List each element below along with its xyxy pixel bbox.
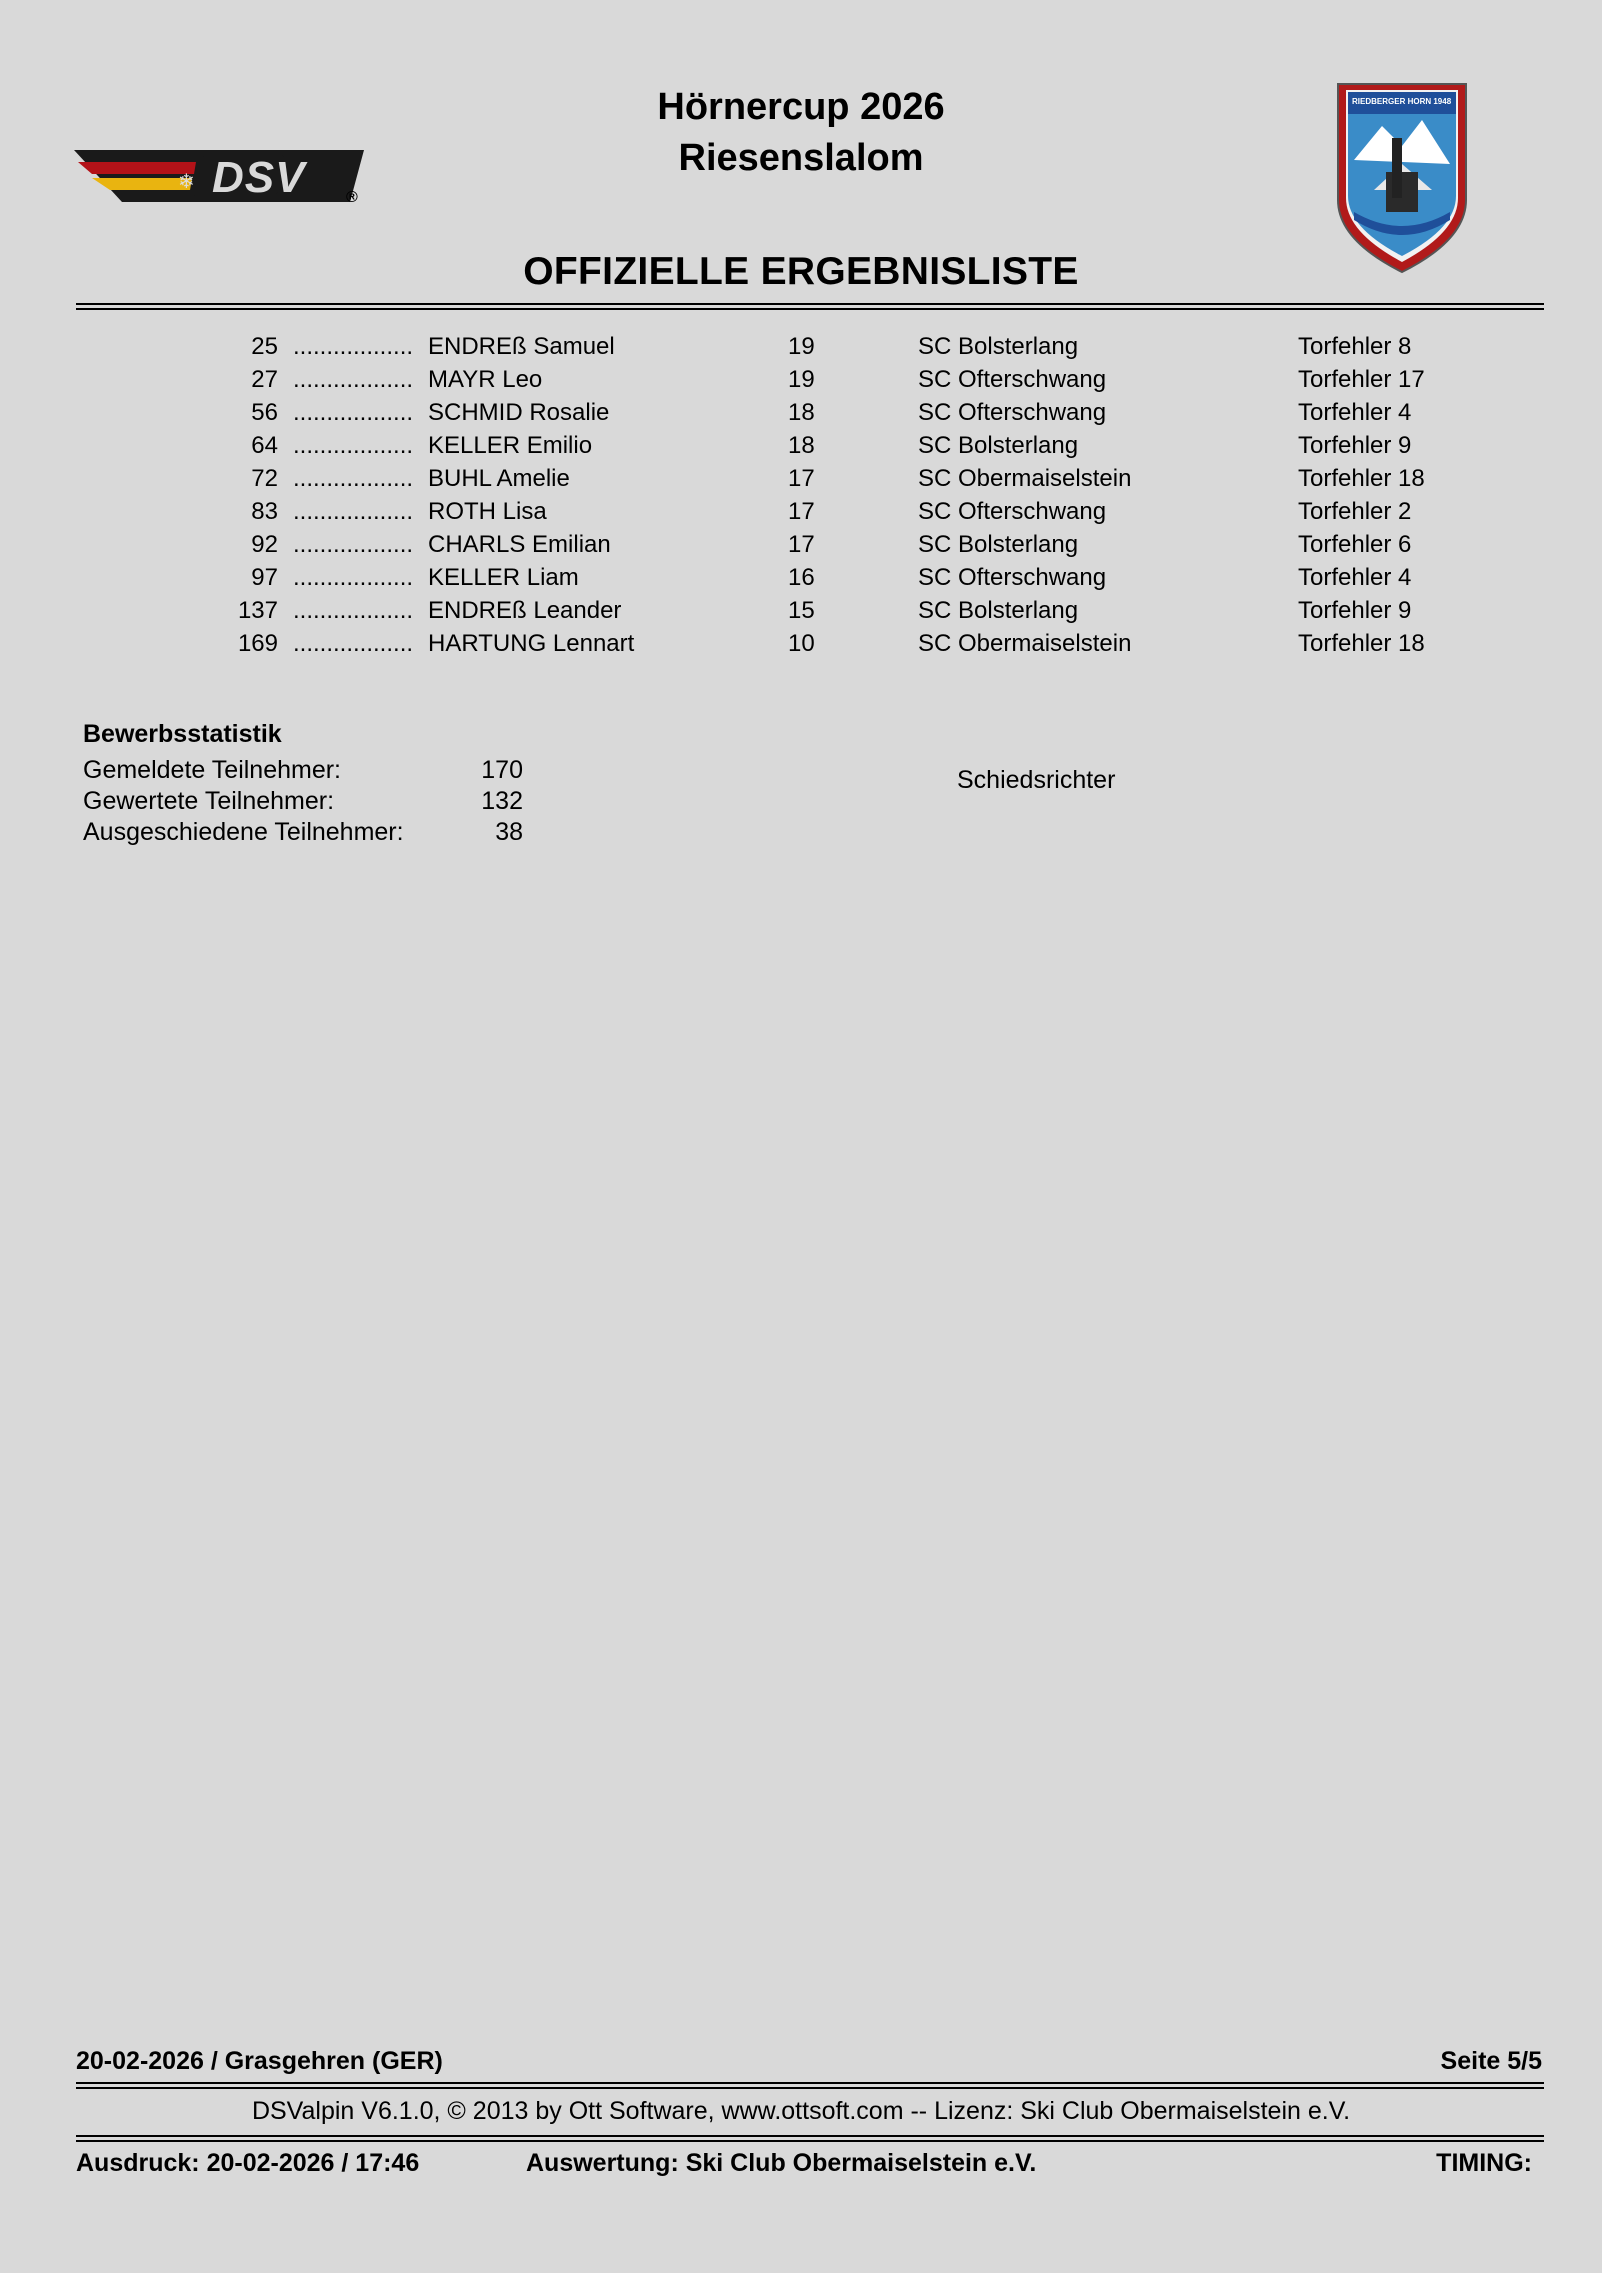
result-row — [0, 597, 1602, 630]
leader-dots: .................. — [293, 432, 414, 459]
stat-value: 132 — [481, 787, 523, 815]
leader-dots: .................. — [293, 399, 414, 426]
status: Torfehler 4 — [1298, 564, 1412, 591]
athlete-name: ROTH Lisa — [428, 498, 547, 525]
result-row — [0, 498, 1602, 531]
bib-number: 83 — [251, 498, 278, 525]
stat-label: Ausgeschiedene Teilnehmer: — [83, 818, 404, 846]
printout-timestamp: Ausdruck: 20-02-2026 / 17:46 — [76, 2149, 420, 2177]
birth-year: 17 — [788, 531, 815, 558]
club-badge-text: RIEDBERGER HORN 1948 — [1352, 97, 1452, 106]
club-name: SC Obermaiselstein — [918, 465, 1132, 492]
list-title: OFFIZIELLE ERGEBNISLISTE — [523, 250, 1079, 293]
birth-year: 18 — [788, 432, 815, 459]
timing-label: TIMING: — [1436, 2149, 1532, 2177]
result-row — [0, 531, 1602, 564]
athlete-name: KELLER Liam — [428, 564, 579, 591]
birth-year: 19 — [788, 333, 815, 360]
status: Torfehler 2 — [1298, 498, 1412, 525]
club-name: SC Bolsterlang — [918, 597, 1079, 624]
club-name: SC Bolsterlang — [918, 432, 1079, 459]
bib-number: 56 — [251, 399, 278, 426]
stat-label: Gewertete Teilnehmer: — [83, 787, 335, 815]
leader-dots: .................. — [293, 597, 414, 624]
header-divider — [76, 303, 1544, 310]
result-row — [0, 366, 1602, 399]
athlete-name: SCHMID Rosalie — [428, 399, 610, 426]
club-name: SC Ofterschwang — [918, 399, 1107, 426]
bib-number: 25 — [251, 333, 278, 360]
result-row — [0, 465, 1602, 498]
referee-label: Schiedsrichter — [957, 766, 1116, 794]
bib-number: 64 — [251, 432, 278, 459]
status: Torfehler 6 — [1298, 531, 1412, 558]
result-row — [0, 630, 1602, 663]
bib-number: 27 — [251, 366, 278, 393]
discipline-title: Riesenslalom — [678, 137, 924, 179]
club-badge-logo — [1334, 80, 1470, 276]
result-row — [0, 399, 1602, 432]
club-name: SC Bolsterlang — [918, 333, 1079, 360]
status: Torfehler 4 — [1298, 399, 1412, 426]
birth-year: 16 — [788, 564, 815, 591]
software-copyright: DSValpin V6.1.0, © 2013 by Ott Software, www.ottsoft.com -- Lizenz: Ski Club Obermaiselstein e.V. — [251, 2097, 1351, 2125]
footer-page-number: Seite 5/5 — [1440, 2047, 1542, 2075]
footer-divider-top — [76, 2082, 1544, 2089]
athlete-name: HARTUNG Lennart — [428, 630, 635, 657]
club-name: SC Bolsterlang — [918, 531, 1079, 558]
footer-divider-bottom — [76, 2135, 1544, 2142]
leader-dots: .................. — [293, 366, 414, 393]
bib-number: 92 — [251, 531, 278, 558]
bib-number: 72 — [251, 465, 278, 492]
status: Torfehler 18 — [1298, 465, 1425, 492]
club-name: SC Ofterschwang — [918, 366, 1107, 393]
birth-year: 19 — [788, 366, 815, 393]
stat-row-disqualified — [83, 818, 523, 849]
leader-dots: .................. — [293, 630, 414, 657]
leader-dots: .................. — [293, 531, 414, 558]
statistics-heading: Bewerbsstatistik — [83, 720, 282, 748]
birth-year: 10 — [788, 630, 815, 657]
stat-value: 170 — [481, 756, 523, 784]
event-title: Hörnercup 2026 — [657, 86, 945, 128]
stat-row-registered — [83, 756, 523, 787]
evaluation-club: Auswertung: Ski Club Obermaiselstein e.V. — [526, 2149, 1037, 2177]
leader-dots: .................. — [293, 564, 414, 591]
result-row — [0, 333, 1602, 366]
status: Torfehler 8 — [1298, 333, 1412, 360]
bib-number: 169 — [237, 630, 278, 657]
bib-number: 137 — [237, 597, 278, 624]
svg-text:®: ® — [346, 189, 358, 206]
athlete-name: CHARLS Emilian — [428, 531, 611, 558]
dsv-logo-text: DSV — [212, 153, 306, 202]
stat-value: 38 — [495, 818, 523, 846]
athlete-name: MAYR Leo — [428, 366, 543, 393]
birth-year: 17 — [788, 498, 815, 525]
status: Torfehler 9 — [1298, 597, 1412, 624]
footer-date-place: 20-02-2026 / Grasgehren (GER) — [76, 2047, 443, 2075]
status: Torfehler 17 — [1298, 366, 1425, 393]
birth-year: 17 — [788, 465, 815, 492]
leader-dots: .................. — [293, 465, 414, 492]
stat-label: Gemeldete Teilnehmer: — [83, 756, 342, 784]
athlete-name: BUHL Amelie — [428, 465, 570, 492]
status: Torfehler 18 — [1298, 630, 1425, 657]
bib-number: 97 — [251, 564, 278, 591]
athlete-name: KELLER Emilio — [428, 432, 593, 459]
birth-year: 15 — [788, 597, 815, 624]
club-name: SC Ofterschwang — [918, 498, 1107, 525]
leader-dots: .................. — [293, 498, 414, 525]
leader-dots: .................. — [293, 333, 414, 360]
result-row — [0, 564, 1602, 597]
stat-row-ranked — [83, 787, 523, 818]
svg-text:❄: ❄ — [178, 169, 195, 193]
result-row — [0, 432, 1602, 465]
birth-year: 18 — [788, 399, 815, 426]
status: Torfehler 9 — [1298, 432, 1412, 459]
club-name: SC Obermaiselstein — [918, 630, 1132, 657]
athlete-name: ENDREß Leander — [428, 597, 622, 624]
club-name: SC Ofterschwang — [918, 564, 1107, 591]
athlete-name: ENDREß Samuel — [428, 333, 615, 360]
